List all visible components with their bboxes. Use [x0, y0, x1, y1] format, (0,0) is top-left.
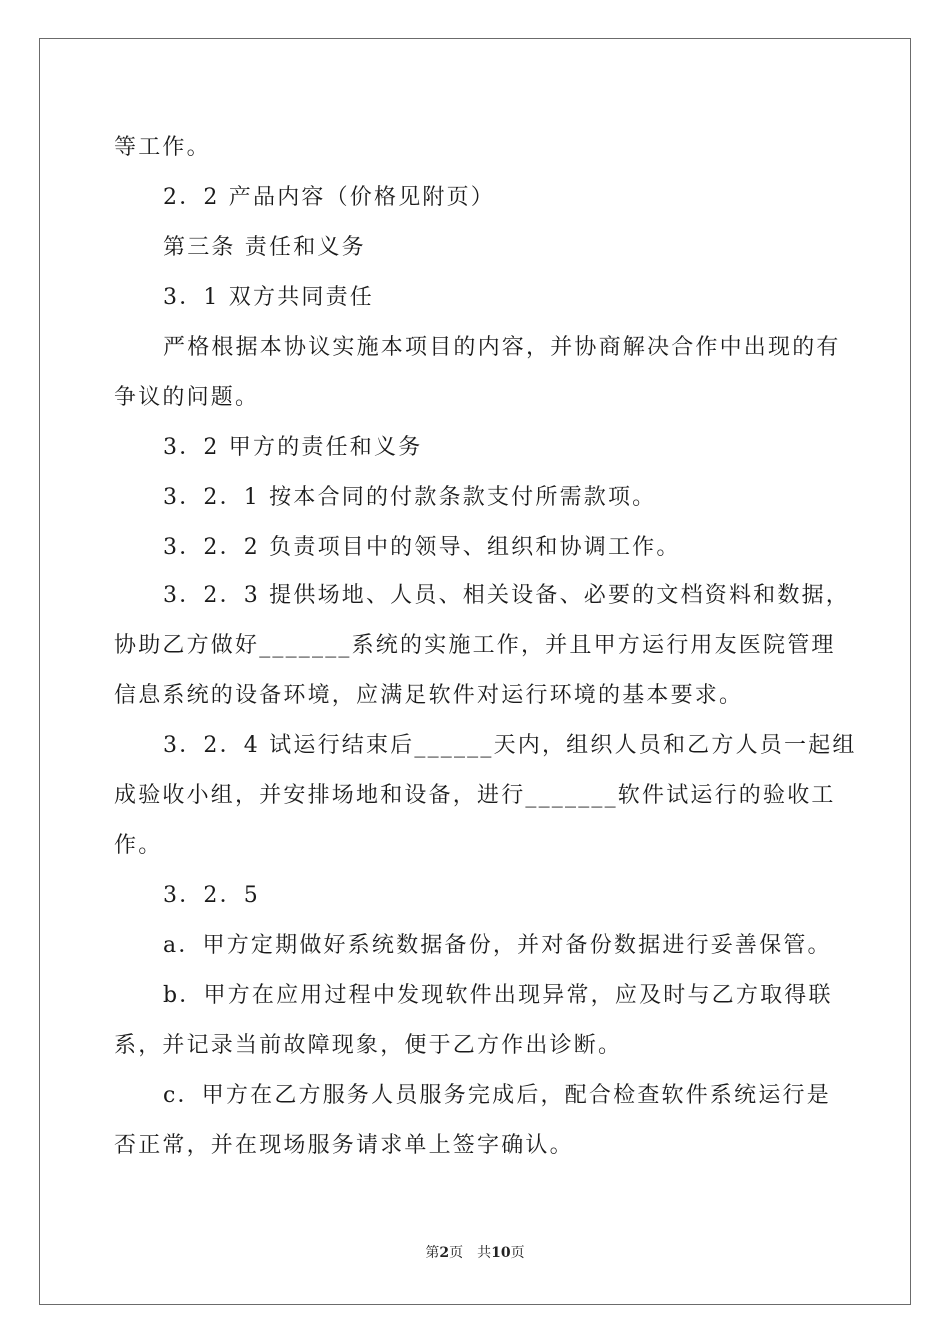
- section-heading: 第三条 责任和义务: [163, 235, 366, 260]
- footer-prefix: 第: [425, 1245, 440, 1261]
- text-line-4: 3．1 双方共同责任: [163, 285, 374, 310]
- text-line-21: 否正常，并在现场服务请求单上签字确认。: [114, 1133, 574, 1158]
- text-line-16: 3．2．5: [163, 883, 260, 908]
- text-line-17: a．甲方定期做好系统数据备份，并对备份数据进行妥善保管。: [163, 933, 832, 958]
- text-line-8: 3．2．1 按本合同的付款条款支付所需款项。: [163, 485, 657, 510]
- text-line-14: 成验收小组，并安排场地和设备，进行_______软件试运行的验收工: [114, 783, 836, 808]
- page-frame: [39, 38, 911, 1305]
- footer-total-pages: 10: [491, 1245, 511, 1261]
- footer-mid: 页 共: [449, 1245, 492, 1261]
- text-line-6: 争议的问题。: [114, 385, 260, 410]
- text-line-10: 3．2．3 提供场地、人员、相关设备、必要的文档资料和数据，: [163, 583, 850, 608]
- text-line-5: 严格根据本协议实施本项目的内容，并协商解决合作中出现的有: [163, 335, 841, 360]
- text-line-13: 3．2．4 试运行结束后______天内，组织人员和乙方人员一起组: [163, 733, 857, 758]
- text-line-12: 信息系统的设备环境，应满足软件对运行环境的基本要求。: [114, 683, 744, 708]
- footer-page-number: 2: [439, 1245, 450, 1261]
- text-line-15: 作。: [114, 833, 163, 858]
- text-line-7: 3．2 甲方的责任和义务: [163, 435, 423, 460]
- text-line-9: 3．2．2 负责项目中的领导、组织和协调工作。: [163, 535, 681, 560]
- page-footer: [0, 1244, 950, 1262]
- text-line-20: c．甲方在乙方服务人员服务完成后，配合检查软件系统运行是: [163, 1083, 831, 1108]
- text-line-1: 等工作。: [114, 135, 211, 160]
- text-line-18: b．甲方在应用过程中发现软件出现异常，应及时与乙方取得联: [163, 983, 833, 1008]
- footer-suffix: 页: [510, 1245, 525, 1261]
- text-line-11: 协助乙方做好_______系统的实施工作，并且甲方运行用友医院管理: [114, 633, 836, 658]
- text-line-2: 2．2 产品内容（价格见附页）: [163, 185, 495, 210]
- text-line-19: 系，并记录当前故障现象，便于乙方作出诊断。: [114, 1033, 623, 1058]
